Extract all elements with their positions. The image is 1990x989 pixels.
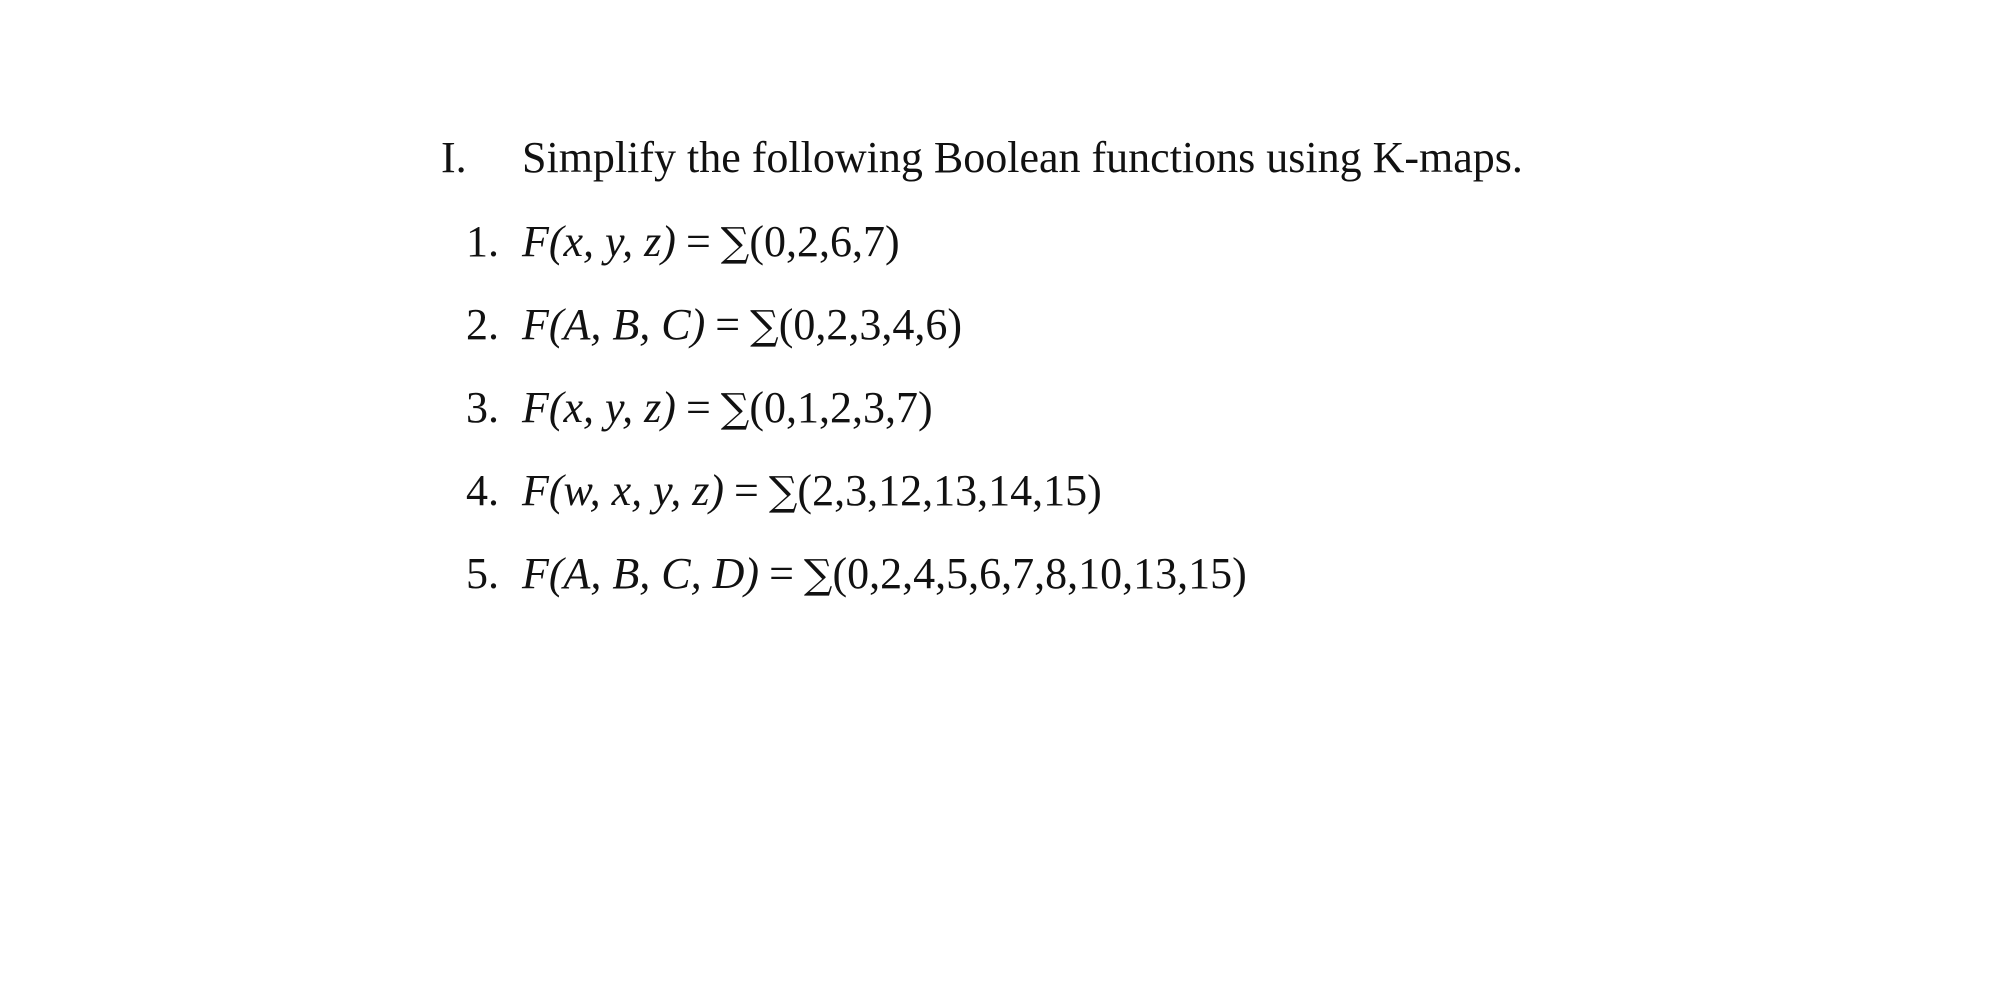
problem-number: 2. bbox=[466, 300, 499, 349]
function-lhs: F(x, y, z) bbox=[522, 383, 676, 432]
function-lhs: F(A, B, C, D) bbox=[522, 549, 760, 598]
minterm-list: (2,3,12,13,14,15) bbox=[797, 466, 1102, 515]
sigma-symbol: ∑ bbox=[750, 303, 779, 349]
equals-sign: = bbox=[715, 300, 741, 349]
boolean-function-formula bbox=[522, 461, 1102, 522]
section-heading-text: Simplify the following Boolean functions using K-maps. bbox=[522, 133, 1523, 182]
sigma-symbol: ∑ bbox=[720, 220, 750, 266]
problem-number: 5. bbox=[466, 549, 499, 598]
boolean-function-formula bbox=[522, 295, 962, 356]
minterm-list: (0,2,4,5,6,7,8,10,13,15) bbox=[832, 549, 1247, 598]
boolean-function-formula bbox=[522, 544, 1247, 605]
problem-item-2 bbox=[466, 295, 1247, 378]
section-numeral: I. bbox=[441, 133, 467, 182]
problem-item-5 bbox=[466, 544, 1247, 627]
problem-item-1 bbox=[466, 212, 1247, 295]
section-heading bbox=[441, 128, 1523, 188]
problem-item-4 bbox=[466, 461, 1247, 544]
equals-sign: = bbox=[685, 217, 711, 266]
equals-sign: = bbox=[769, 549, 794, 598]
problem-number: 1. bbox=[466, 217, 499, 266]
minterm-list: (0,2,3,4,6) bbox=[778, 300, 962, 349]
function-lhs: F(A, B, C) bbox=[522, 300, 706, 349]
sigma-symbol: ∑ bbox=[803, 552, 833, 598]
boolean-function-formula bbox=[522, 378, 933, 439]
equals-sign: = bbox=[734, 466, 759, 515]
sigma-symbol: ∑ bbox=[768, 469, 798, 515]
boolean-function-formula bbox=[522, 212, 900, 273]
function-lhs: F(x, y, z) bbox=[522, 217, 676, 266]
minterm-list: (0,2,6,7) bbox=[749, 217, 900, 266]
problem-number: 4. bbox=[466, 466, 499, 515]
problem-item-3 bbox=[466, 378, 1247, 461]
function-lhs: F(w, x, y, z) bbox=[522, 466, 725, 515]
minterm-list: (0,1,2,3,7) bbox=[749, 383, 933, 432]
problem-list bbox=[466, 212, 1247, 627]
sigma-symbol: ∑ bbox=[720, 386, 750, 432]
problem-number: 3. bbox=[466, 383, 499, 432]
equals-sign: = bbox=[685, 383, 711, 432]
